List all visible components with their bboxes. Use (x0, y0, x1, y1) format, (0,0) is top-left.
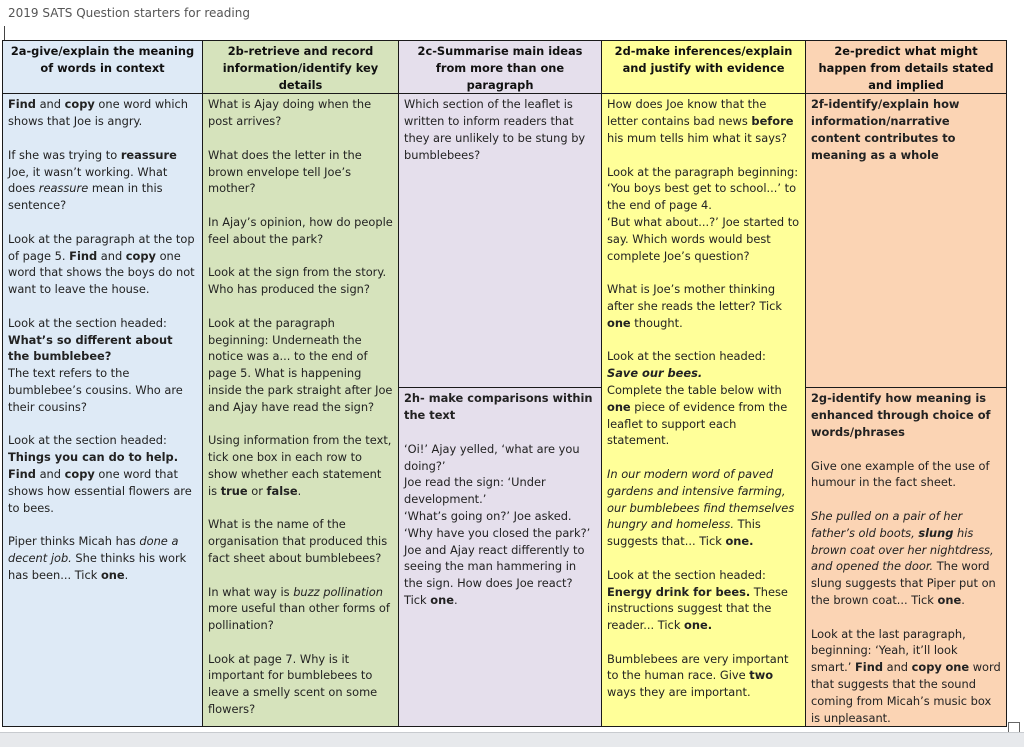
question-2g-3: Look at the last paragraph, beginning: ‘Yeah, it’ll look smart.’ Find and copy one word that suggests that the sound coming from Micah’s music box is unpleasant. (811, 626, 1001, 725)
question-2h-1: ‘Oi!’ Ajay yelled, ‘what are you doing?’ Joe read the sign: ‘Under development.’ ‘What’s going on?’ Joe asked. ‘Why have you closed the park?’ Joe and Ajay react differently to seeing the man hammering in the sign. How does Joe react? Tick one. (404, 441, 591, 607)
question-2d-5: In our modern word of paved gardens and intensive farming, our bumblebees find themselves hungry and homeless. This suggests that... Tick one. (607, 466, 795, 549)
question-2g-2: She pulled on a pair of her father’s old boots, slung his brown coat over her nightdress, and opened the door. The word slung suggests that Piper put on the brown coat... Tick one. (811, 508, 996, 607)
subheading-2h: 2h- make comparisons within the text (404, 391, 593, 423)
question-2b-2: What does the letter in the brown envelope tell Joe’s mother? (208, 147, 362, 196)
section-2g (806, 388, 1006, 726)
section-2f (806, 94, 1006, 388)
header-2a: 2a-give/explain the meaning of words in context (3, 41, 203, 94)
question-2g-1: Give one example of the use of humour in the fact sheet. (811, 458, 990, 490)
content-row (3, 94, 1007, 727)
question-2b-8: In what way is buzz pollination more useful than other forms of pollination? (208, 584, 390, 633)
question-2d-4: Look at the section headed: Save our bees. (607, 349, 766, 381)
horizontal-scrollbar[interactable] (0, 732, 1024, 747)
question-2a-4: Look at the section headed: What’s so different about the bumblebee? The text refers to the bumblebee’s cousins. Who are their cousins? (8, 315, 183, 414)
header-2d: 2d-make inferences/explain and justify with evidence (602, 41, 806, 94)
question-2a-3: Look at the paragraph at the top of page 5. Find and copy one word that shows the boys do not want to leave the house. (8, 231, 195, 297)
document-title: 2019 SATS Question starters for reading (8, 6, 250, 20)
question-2d-4b: Complete the table below with one piece of evidence from the leaflet to support each statement. (607, 382, 788, 448)
question-2b-4: Look at the sign from the story. Who has produced the sign? (208, 265, 387, 297)
question-2b-5: Look at the paragraph beginning: Underneath the notice was a... to the end of page 5. What is happening inside the park straight after Joe and Ajay have read the sign? (208, 315, 393, 414)
question-starters-table (2, 40, 1007, 727)
question-2b-7: What is the name of the organisation that produced this fact sheet about bumblebees? (208, 517, 388, 565)
question-2d-1: How does Joe know that the letter contains bad news before his mum tells him what it says? (607, 97, 794, 145)
column-2d-cell (602, 94, 806, 727)
question-2a-6: Piper thinks Micah has done a decent job. She thinks his work has been... Tick one. (8, 534, 187, 582)
column-2c-cell (399, 94, 602, 727)
header-2b: 2b-retrieve and record information/identify key details (203, 41, 399, 94)
subheading-2f: 2f-identify/explain how information/narrative content contributes to meaning as a whole (811, 97, 960, 162)
header-row (3, 41, 1007, 94)
section-2c (399, 94, 601, 388)
text-cursor (4, 26, 5, 40)
question-2d-2: Look at the paragraph beginning: ‘You boys best get to school...’ to the end of page 4. (607, 164, 799, 213)
header-2e: 2e-predict what might happen from details stated and implied (806, 41, 1007, 94)
column-2a-cell (3, 94, 203, 727)
question-2b-9: Look at page 7. Why is it important for bumblebees to leave a smelly scent on some flowers? (208, 651, 378, 717)
question-2a-2: If she was trying to reassure Joe, it wasn’t working. What does reassure mean in this sentence? (8, 147, 177, 213)
question-2b-6: Using information from the text, tick one box in each row to show whether each statement is true or false. (208, 433, 392, 498)
question-2d-6: Look at the section headed: Energy drink for bees. These instructions suggest that the reader... Tick one. (607, 567, 788, 633)
question-2a-1: Find and copy one word which shows that Joe is angry. (8, 97, 189, 129)
column-2e-cell (806, 94, 1007, 727)
question-2d-3: What is Joe’s mother thinking after she reads the letter? Tick one thought. (607, 282, 782, 330)
question-2d-2b: ‘But what about...?’ Joe started to say. Which words would best complete Joe’s question? (607, 214, 800, 263)
question-2d-7: Bumblebees are very important to the human race. Give two ways they are important. (607, 651, 789, 700)
question-2b-3: In Ajay’s opinion, how do people feel about the park? (208, 214, 393, 246)
section-2h (399, 388, 601, 608)
question-2a-5: Look at the section headed: Things you can do to help. Find and copy one word that shows how essential flowers are to bees. (8, 433, 192, 515)
column-2b-cell (203, 94, 399, 727)
subheading-2g: 2g-identify how meaning is enhanced through choice of words/phrases (811, 391, 991, 439)
header-2c: 2c-Summarise main ideas from more than one paragraph (399, 41, 602, 94)
question-2c-1: Which section of the leaflet is written to inform readers that they are unlikely to be stung by bumblebees? (404, 97, 586, 162)
question-2b-1: What is Ajay doing when the post arrives? (208, 97, 372, 129)
